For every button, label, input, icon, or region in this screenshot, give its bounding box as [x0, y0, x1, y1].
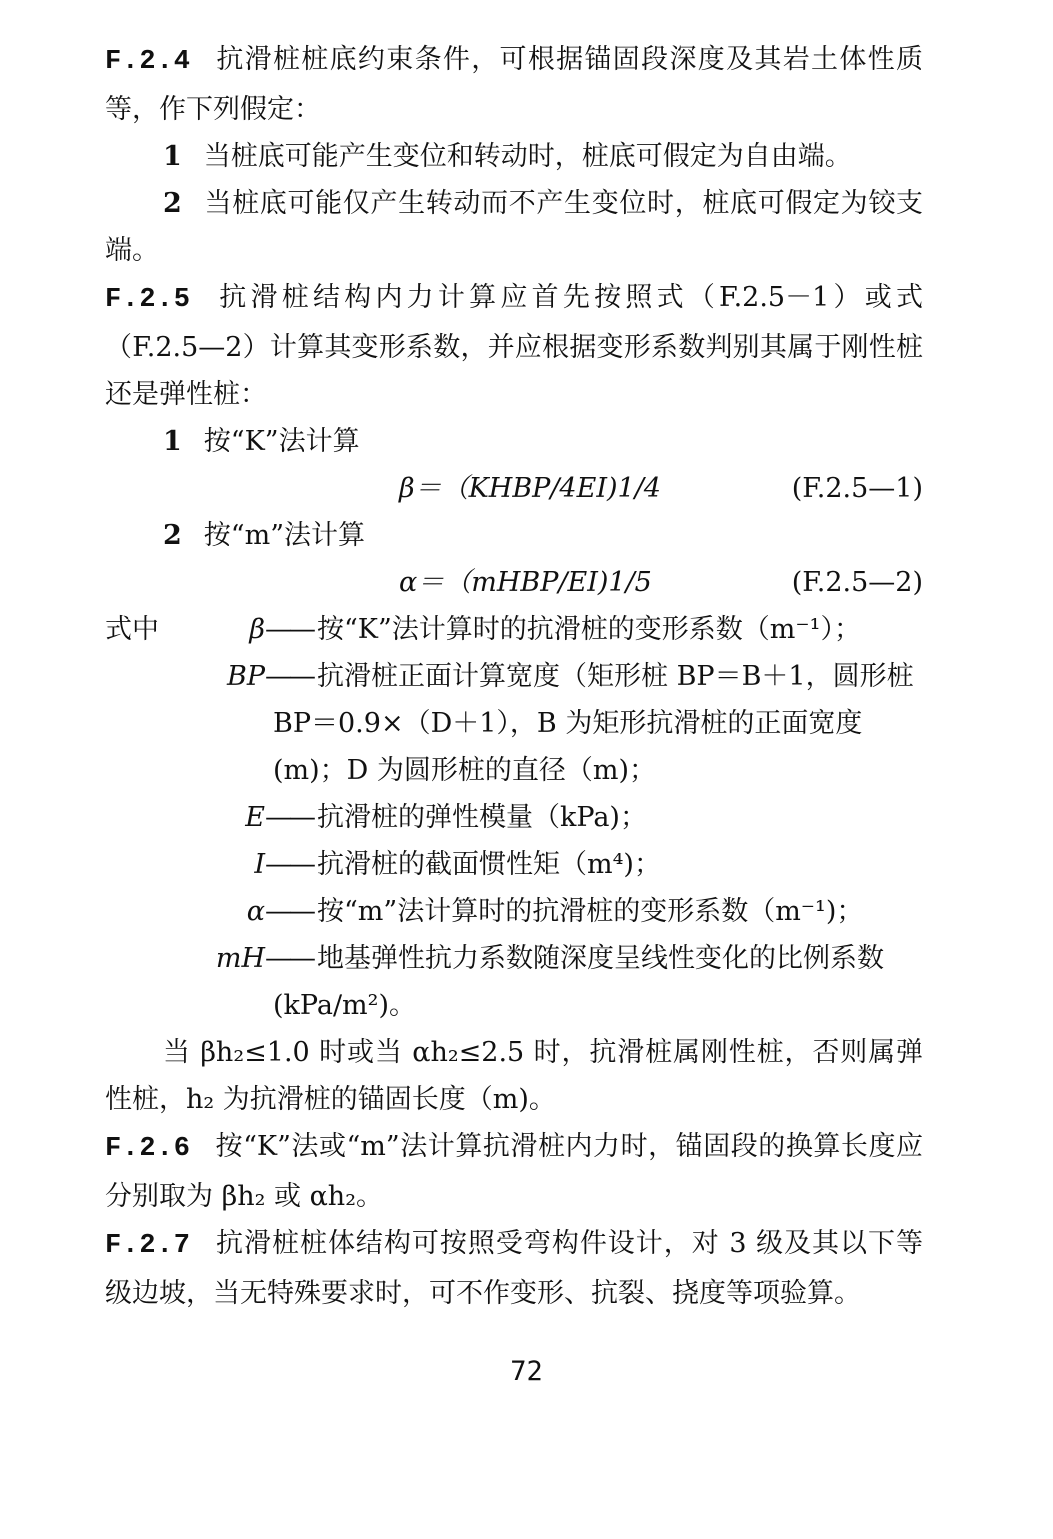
symbol: E: [245, 802, 265, 833]
clause-text: 抗滑桩结构内力计算应首先按照式（F.2.5－1）或式（F.2.5—2）计算其变形系数，并应根据变形系数判别其属于刚性桩还是弹性桩：: [105, 282, 923, 410]
definition-text: 抗滑桩的弹性模量（kPa)；: [317, 802, 647, 833]
definition-continuation: (kPa∕m²)。: [273, 990, 417, 1021]
where-label: 式中: [105, 614, 159, 645]
symbol-definitions: [105, 606, 923, 1029]
dash: ——: [265, 802, 313, 833]
definition-row: [105, 841, 923, 888]
clause-text: 抗滑桩桩体结构可按照受弯构件设计，对 3 级及其以下等级边坡，当无特殊要求时，可不作变形、抗裂、挠度等项验算。: [105, 1228, 923, 1309]
item-number: 2: [163, 520, 182, 551]
dash: ——: [265, 614, 313, 645]
clause-number: F.2.7: [105, 1231, 192, 1261]
dash: ——: [265, 661, 313, 692]
rigidity-note: 当 βh₂≤1.0 时或当 αh₂≤2.5 时，抗滑桩属刚性桩，否则属弹性桩，h₂ 为抗滑桩的锚固长度（m)。: [105, 1037, 923, 1115]
dash: ——: [265, 943, 313, 974]
list-item: [105, 512, 923, 559]
definition-row: [105, 653, 923, 700]
item-number: 1: [163, 426, 182, 457]
item-text: 当桩底可能产生变位和转动时，桩底可假定为自由端。: [203, 141, 852, 172]
page-number: 72: [510, 1356, 543, 1387]
clause-number: F.2.6: [105, 1134, 192, 1164]
symbol: mH: [215, 943, 265, 974]
item-text: 按“K”法计算: [203, 426, 360, 457]
dash: ——: [265, 849, 313, 880]
definition-row: [105, 794, 923, 841]
definition-text: 抗滑桩的截面惯性矩（m⁴)；: [317, 849, 661, 880]
definition-row: [105, 606, 923, 653]
item-text: 按“m”法计算: [203, 520, 366, 551]
definition-text: 抗滑桩正面计算宽度（矩形桩 BP＝B＋1，圆形桩: [317, 661, 914, 692]
clause-text: 按“K”法或“m”法计算抗滑桩内力时，锚固段的换算长度应分别取为 βh₂ 或 αh₂。: [105, 1131, 923, 1212]
clause-number: F.2.5: [105, 285, 192, 315]
definition-row: [105, 888, 923, 935]
formula-expression: α＝（mHBP∕EI)1/5: [399, 567, 652, 598]
definition-continuation: BP＝0.9×（D＋1），B 为矩形抗滑桩的正面宽度: [273, 708, 863, 739]
item-text: 当桩底可能仅产生转动而不产生变位时，桩底可假定为铰支端。: [105, 188, 923, 266]
list-item: [105, 133, 923, 180]
clause-f26: [105, 1123, 923, 1220]
definition-row: [105, 935, 923, 982]
formula-m-method: [105, 559, 923, 606]
clause-f27: [105, 1220, 923, 1317]
formula-tag: (F.2.5—2): [791, 567, 923, 598]
clause-text: 抗滑桩桩底约束条件，可根据锚固段深度及其岩土体性质等，作下列假定：: [105, 44, 923, 125]
item-number: 1: [163, 141, 182, 172]
formula-tag: (F.2.5—1): [791, 473, 923, 504]
formula-k-method: [105, 465, 923, 512]
document-body: [105, 36, 923, 1317]
list-item: [105, 180, 923, 274]
symbol: α: [246, 896, 265, 927]
formula-expression: β＝（KHBP∕4EI)1/4: [399, 473, 661, 504]
item-number: 2: [163, 188, 182, 219]
definition-text: 按“K”法计算时的抗滑桩的变形系数（m⁻¹）；: [317, 614, 861, 645]
clause-number: F.2.4: [105, 47, 192, 77]
dash: ——: [265, 896, 313, 927]
definition-continuation: (m)；D 为圆形桩的直径（m)；: [273, 755, 657, 786]
symbol: BP: [226, 661, 265, 692]
list-item: [105, 418, 923, 465]
symbol: β: [249, 614, 265, 645]
clause-f24: [105, 36, 923, 133]
symbol: I: [254, 849, 265, 880]
definition-text: 地基弹性抗力系数随深度呈线性变化的比例系数: [317, 943, 884, 974]
clause-f25: [105, 274, 923, 418]
definition-text: 按“m”法计算时的抗滑桩的变形系数（m⁻¹)；: [317, 896, 864, 927]
